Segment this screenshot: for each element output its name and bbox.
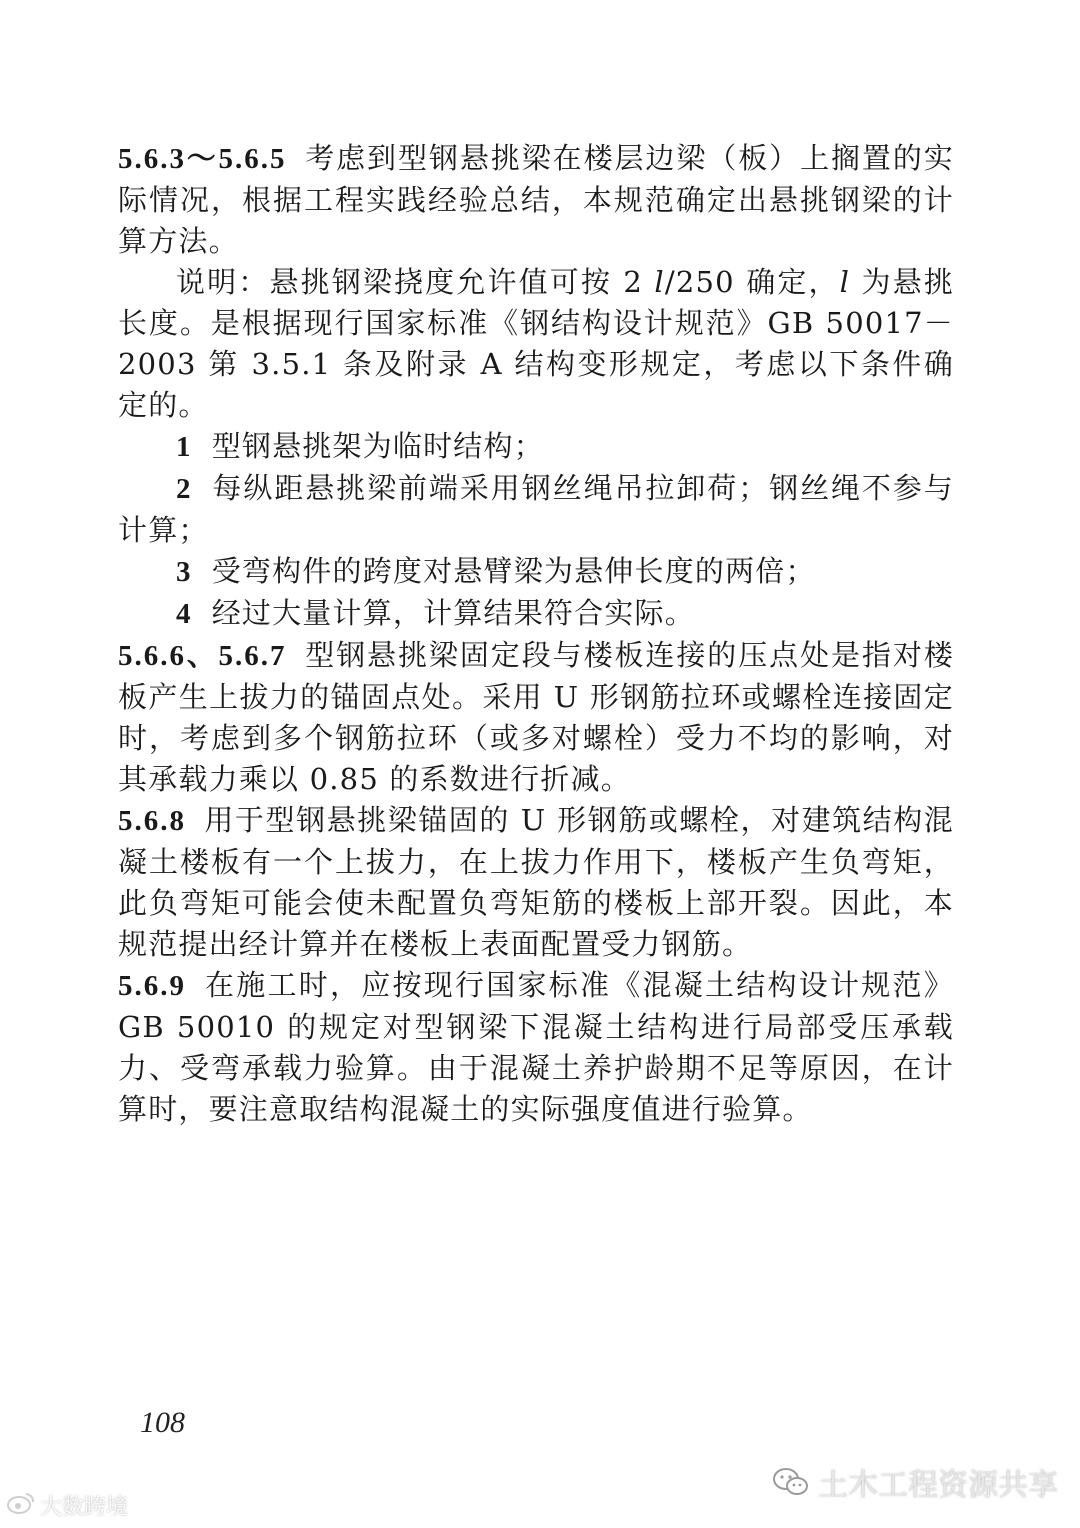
symbol-l: l	[654, 265, 665, 299]
body-text	[118, 138, 954, 1130]
paragraph-5-6-6	[118, 635, 954, 800]
watermark-right-text: 土木工程资源共享	[818, 1468, 1058, 1503]
watermark-left-text: 大数跨境	[40, 1495, 129, 1520]
clause-text: 考虑到型钢悬挑梁在楼层边梁（板）上搁置的实际情况，根据工程实践经验总结，本规范确定出悬挑钢梁的计算方法。	[118, 141, 954, 258]
clause-text: 在施工时，应按现行国家标准《混凝土结构设计规范》GB 50010 的规定对型钢梁下混凝土结构进行局部受压承载力、受弯承载力验算。由于混凝土养护龄期不足等原因，在计算时，要注意取结构混凝土的实际强度值进行验算。	[118, 968, 954, 1126]
item-text: 型钢悬挑架为临时结构；	[211, 429, 544, 463]
item-text: 经过大量计算，计算结果符合实际。	[211, 596, 695, 630]
paragraph-5-6-3	[118, 138, 954, 262]
list-item	[118, 426, 954, 468]
clause-text: 型钢悬挑梁固定段与楼板连接的压点处是指对楼板产生上拔力的锚固点处。采用 U 形钢筋拉环或螺栓连接固定时，考虑到多个钢筋拉环（或多对螺栓）受力不均的影响，对其承载力乘以 0.85 的系数进行折减。	[118, 638, 954, 796]
paragraph-5-6-8	[118, 800, 954, 965]
list-item	[118, 468, 954, 551]
item-number: 3	[176, 556, 192, 588]
item-text: 每纵距悬挑梁前端采用钢丝绳吊拉卸荷；钢丝绳不参与计算；	[118, 471, 954, 547]
watermark-left	[6, 1490, 128, 1521]
watermark-right	[772, 1460, 1058, 1504]
item-number: 4	[176, 598, 192, 630]
clause-text: 用于型钢悬挑梁锚固的 U 形钢筋或螺栓，对建筑结构混凝土楼板有一个上拔力，在上拔力作用下，楼板产生负弯矩，此负弯矩可能会使未配置负弯矩筋的楼板上部开裂。因此，本规范提出经计算并在楼板上表面配置受力钢筋。	[118, 803, 954, 961]
clause-number: 5.6.3～5.6.5	[118, 143, 287, 175]
item-text: 受弯构件的跨度对悬臂梁为悬伸长度的两倍；	[211, 554, 816, 588]
list-item	[118, 551, 954, 593]
item-number: 2	[176, 473, 192, 505]
paragraph-5-6-9	[118, 965, 954, 1130]
item-number: 1	[176, 431, 192, 463]
list-item	[118, 593, 954, 635]
page-number: 108	[140, 1406, 185, 1439]
wechat-icon	[772, 1467, 810, 1497]
symbol-l: l	[839, 265, 851, 299]
clause-number: 5.6.9	[118, 970, 186, 1002]
clause-number: 5.6.6、5.6.7	[118, 640, 287, 672]
note-text-b: /250 确定，	[664, 265, 840, 299]
clause-number: 5.6.8	[118, 805, 186, 837]
note-text-c: 为悬挑长度。是根据现行国家标准《钢结构设计规范》GB 50017－2003 第 3.5.1 条及附录 A 结构变形规定，考虑以下条件确定的。	[118, 265, 954, 422]
note-text-a: 说明：悬挑钢梁挠度允许值可按 2	[176, 265, 655, 299]
note-paragraph	[118, 262, 954, 426]
weibo-logo-icon	[6, 1491, 36, 1521]
